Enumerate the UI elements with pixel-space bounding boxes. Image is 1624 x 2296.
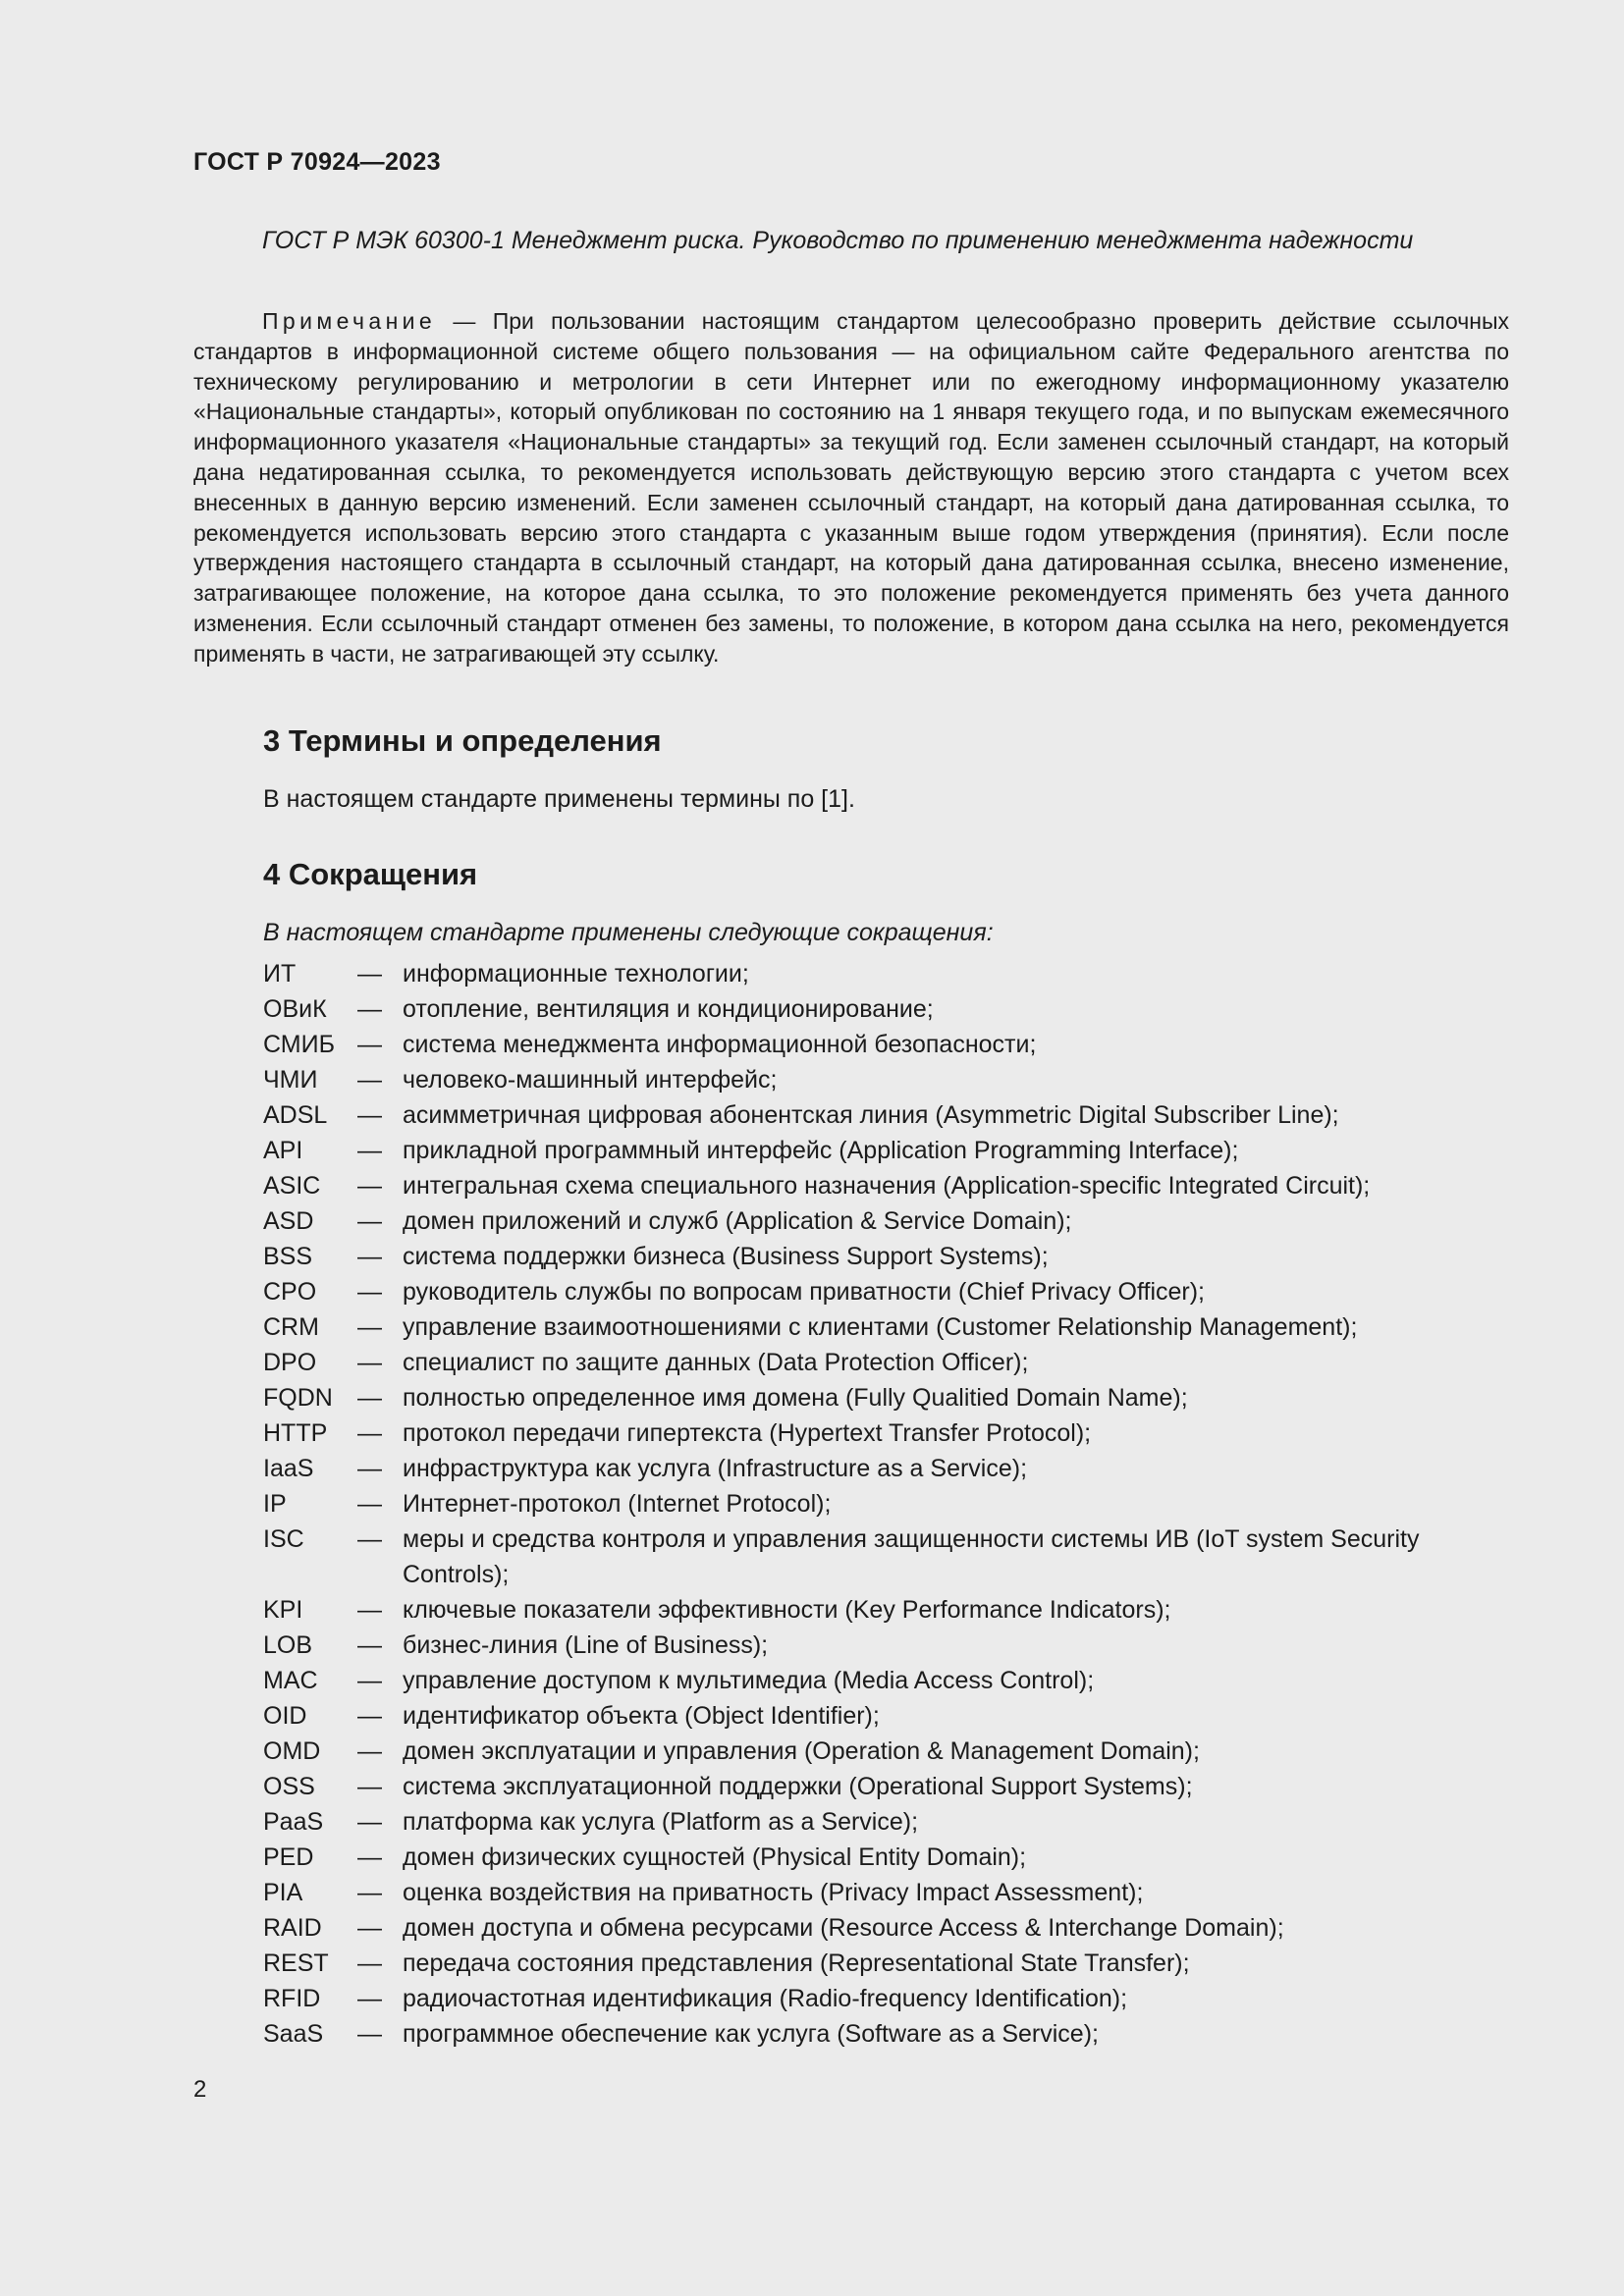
abbreviation-item [263,1910,1510,1946]
abbreviation-definition: программное обеспечение как услуга (Software as a Service); [403,2020,1099,2048]
abbreviation-item [263,1663,1510,1698]
abbreviation-term: FQDN [263,1384,333,1412]
abbreviation-term: HTTP [263,1419,328,1447]
abbreviation-term: RAID [263,1914,322,1942]
abbreviation-dash: — [357,1985,382,2012]
abbreviation-dash: — [357,2020,382,2048]
abbreviation-item [263,991,1510,1027]
abbreviation-dash: — [357,1313,382,1341]
abbreviation-item [263,1486,1510,1522]
abbreviation-dash: — [357,1843,382,1871]
abbreviation-definition: домен приложений и служб (Application & Service Domain); [403,1207,1072,1235]
abbreviation-term: MAC [263,1667,318,1694]
abbreviation-definition: передача состояния представления (Representational State Transfer); [403,1949,1190,1977]
abbreviation-term: ОВиК [263,995,327,1023]
note-label: Примечание [262,308,437,334]
abbreviations-intro: В настоящем стандарте применены следующие сокращения: [263,919,994,946]
abbreviation-term: ASD [263,1207,314,1235]
abbreviation-term: ADSL [263,1101,328,1129]
abbreviation-term: PaaS [263,1808,324,1836]
abbreviation-item [263,1027,1510,1062]
abbreviation-item [263,1804,1510,1840]
abbreviation-item [263,1345,1510,1380]
abbreviation-item [263,1203,1510,1239]
abbreviation-dash: — [357,1384,382,1412]
abbreviation-item [263,1309,1510,1345]
abbreviation-dash: — [357,1137,382,1164]
abbreviation-dash: — [357,1949,382,1977]
abbreviation-item [263,1062,1510,1097]
abbreviation-definition: руководитель службы по вопросам приватности (Chief Privacy Officer); [403,1278,1205,1306]
abbreviation-term: KPI [263,1596,303,1624]
abbreviation-definition: домен физических сущностей (Physical Entity Domain); [403,1843,1027,1871]
abbreviation-definition: идентификатор объекта (Object Identifier); [403,1702,880,1730]
abbreviation-term: API [263,1137,303,1164]
abbreviation-dash: — [357,960,382,988]
abbreviation-term: RFID [263,1985,321,2012]
abbreviation-definition: домен эксплуатации и управления (Operation & Management Domain); [403,1737,1200,1765]
abbreviation-dash: — [357,1773,382,1800]
abbreviation-dash: — [357,1808,382,1836]
abbreviation-term: DPO [263,1349,317,1376]
abbreviation-term: BSS [263,1243,313,1270]
abbreviation-definition: интегральная схема специального назначения (Application-specific Integrated Circuit); [403,1172,1371,1200]
abbreviation-definition: система менеджмента информационной безопасности; [403,1031,1037,1058]
abbreviation-definition: система поддержки бизнеса (Business Support Systems); [403,1243,1049,1270]
abbreviation-dash: — [357,1455,382,1482]
abbreviation-dash: — [357,1667,382,1694]
abbreviation-item [263,1698,1510,1734]
abbreviation-term: REST [263,1949,329,1977]
document-header: ГОСТ Р 70924—2023 [193,148,441,176]
abbreviation-item [263,1239,1510,1274]
abbreviation-term: LOB [263,1631,313,1659]
abbreviation-dash: — [357,1879,382,1906]
abbreviation-term: СМИБ [263,1031,335,1058]
abbreviation-item [263,1769,1510,1804]
note-text: При пользовании настоящим стандартом целесообразно проверить действие ссылочных стандартов в информационной системе общего пользования — на официальном сайте Федерального агентства по техническому регулированию и метрологии в сети Интернет или по ежегодному информационному указателю «Национальные стандарты», который опубликован по состоянию на 1 января текущего года, и по выпускам ежемесячного информационного указателя «Национальные стандарты» за текущий год. Если заменен ссылочный стандарт, на который дана недатированная ссылка, то рекомендуется использовать действующую версию этого стандарта с учетом всех внесенных в данную версию изменений. Если заменен ссылочный стандарт, на который дана датированная ссылка, то рекомендуется использовать версию этого стандарта с указанным выше годом утверждения (принятия). Если после утверждения настоящего стандарта в ссылочный стандарт, на который дана датированная ссылка, внесено изменение, затрагивающее положение, на которое дана ссылка, то это положение рекомендуется применять без учета данного изменения. Если ссылочный стандарт отменен без замены, то положение, в котором дана ссылка на него, рекомендуется применять в части, не затрагивающей эту ссылку. [193,308,1509,667]
abbreviation-definition: оценка воздействия на приватность (Privacy Impact Assessment); [403,1879,1144,1906]
abbreviation-dash: — [357,1525,382,1553]
section-3-title: 3 Термины и определения [263,723,662,758]
abbreviation-dash: — [357,1737,382,1765]
section-3-text: В настоящем стандарте применены термины по [1]. [263,785,855,813]
abbreviation-term: PIA [263,1879,303,1906]
abbreviation-term: OID [263,1702,307,1730]
abbreviation-item [263,1451,1510,1486]
abbreviation-term: ЧМИ [263,1066,318,1094]
abbreviation-dash: — [357,1066,382,1094]
abbreviation-dash: — [357,1914,382,1942]
abbreviation-term: ASIC [263,1172,321,1200]
section-4-title: 4 Сокращения [263,857,478,891]
abbreviation-definition: домен доступа и обмена ресурсами (Resource Access & Interchange Domain); [403,1914,1284,1942]
abbreviation-dash: — [357,1207,382,1235]
abbreviation-definition: асимметричная цифровая абонентская линия (Asymmetric Digital Subscriber Line); [403,1101,1339,1129]
abbreviation-term: SaaS [263,2020,324,2048]
abbreviation-definition: управление взаимоотношениями с клиентами (Customer Relationship Management); [403,1313,1358,1341]
abbreviation-definition: протокол передачи гипертекста (Hypertext Transfer Protocol); [403,1419,1092,1447]
abbreviation-definition: бизнес-линия (Line of Business); [403,1631,769,1659]
abbreviation-definition: управление доступом к мультимедиа (Media Access Control); [403,1667,1095,1694]
abbreviation-dash: — [357,1243,382,1270]
abbreviation-dash: — [357,1631,382,1659]
abbreviation-item [263,1097,1510,1133]
abbreviation-item [263,1946,1510,1981]
abbreviation-definition: специалист по защите данных (Data Protection Officer); [403,1349,1029,1376]
abbreviation-definition: система эксплуатационной поддержки (Operational Support Systems); [403,1773,1193,1800]
abbreviation-dash: — [357,1349,382,1376]
abbreviation-term: OMD [263,1737,321,1765]
abbreviation-term: CPO [263,1278,317,1306]
abbreviation-term: IaaS [263,1455,314,1482]
abbreviation-definition: полностью определенное имя домена (Fully Qualitied Domain Name); [403,1384,1188,1412]
abbreviation-item [263,1415,1510,1451]
abbreviation-term: ИТ [263,960,297,988]
abbreviation-term: OSS [263,1773,315,1800]
abbreviation-term: IP [263,1490,287,1518]
abbreviation-definition: Интернет-протокол (Internet Protocol); [403,1490,832,1518]
abbreviation-item [263,1133,1510,1168]
abbreviation-dash: — [357,995,382,1023]
abbreviation-item [263,1840,1510,1875]
abbreviation-dash: — [357,1278,382,1306]
abbreviations-list [263,956,1510,2052]
abbreviation-term: ISC [263,1525,304,1553]
abbreviation-item [263,956,1510,991]
abbreviation-item [263,1274,1510,1309]
abbreviation-item [263,1168,1510,1203]
abbreviation-dash: — [357,1490,382,1518]
abbreviation-definition: меры и средства контроля и управления защищенности системы ИВ (IoT system Security Controls); [403,1525,1420,1588]
abbreviation-item [263,1628,1510,1663]
abbreviation-term: CRM [263,1313,319,1341]
abbreviation-definition: человеко-машинный интерфейс; [403,1066,778,1094]
note-paragraph [193,306,1509,669]
abbreviation-definition: прикладной программный интерфейс (Application Programming Interface); [403,1137,1239,1164]
abbreviation-definition: инфраструктура как услуга (Infrastructure as a Service); [403,1455,1028,1482]
abbreviation-item [263,1592,1510,1628]
abbreviation-dash: — [357,1172,382,1200]
abbreviation-definition: радиочастотная идентификация (Radio-frequency Identification); [403,1985,1128,2012]
abbreviation-definition: информационные технологии; [403,960,749,988]
abbreviation-dash: — [357,1031,382,1058]
abbreviation-item [263,1522,1510,1592]
abbreviation-item [263,1380,1510,1415]
abbreviation-item [263,1734,1510,1769]
abbreviation-dash: — [357,1101,382,1129]
abbreviation-dash: — [357,1419,382,1447]
note-separator: — [436,308,493,334]
normative-reference: ГОСТ Р МЭК 60300-1 Менеджмент риска. Руководство по применению менеджмента надежности [262,227,1414,254]
abbreviation-term: PED [263,1843,314,1871]
abbreviation-item [263,1981,1510,2016]
abbreviation-definition: отопление, вентиляция и кондиционирование; [403,995,934,1023]
abbreviation-definition: платформа как услуга (Platform as a Service); [403,1808,919,1836]
abbreviation-definition: ключевые показатели эффективности (Key Performance Indicators); [403,1596,1171,1624]
page-number: 2 [193,2076,207,2103]
abbreviation-dash: — [357,1702,382,1730]
abbreviation-item [263,1875,1510,1910]
abbreviation-item [263,2016,1510,2052]
abbreviation-dash: — [357,1596,382,1624]
